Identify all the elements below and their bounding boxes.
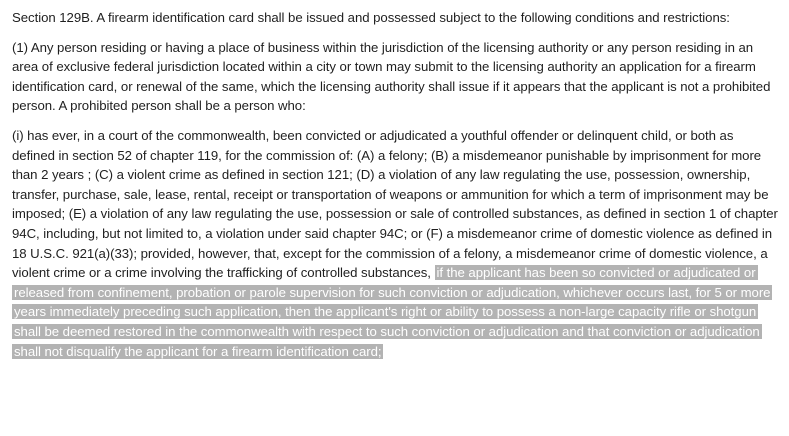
section-heading-paragraph: Section 129B. A firearm identification card shall be issued and possessed subject to the following conditions and restrictions: (12, 10, 730, 25)
paragraph-1: (1) Any person residing or having a place of business within the jurisdiction of the licensing authority or any person residing in an area of exclusive federal jurisdiction located within a city or town may submit to the licensing authority an application for a firearm identification card, or renewal of the same, which the licensing authority shall issue if it appears that the applicant is not a prohibited person. A prohibited person shall be a person who: (12, 39, 771, 114)
paragraph-i-text: (i) has ever, in a court of the commonwealth, been convicted or adjudicated a youthful offender or delinquent child, or both as defined in section 52 of chapter 119, for the commission of: (A) a felony; (B) a misdemeanor punishable by imprisonment for more than 2 years ; (C) a violent crime as defined in section 121; (D) a violation of any law regulating the use, possession, ownership, transfer, purchase, sale, lease, rental, receipt or transportation of weapons or ammunition for which a term of imprisonment may be imposed; (E) a violation of any law regulating the use, possession or sale of controlled substances, as defined in section 1 of chapter 94C, including, but not limited to, a violation under said chapter 94C; or (F) a misdemeanor crime of domestic violence as defined in 18 U.S.C. 921(a)(33); provided, however, that, except for the commission of a felony, a misdemeanor crime of domestic violence, a violent crime or a crime involving the trafficking of controlled substances, (12, 127, 778, 281)
paragraph-i (12, 126, 779, 361)
selected-text-highlight[interactable]: if the applicant has been so convicted or adjudicated or released from confinement, probation or parole supervision for such conviction or adjudication, whichever occurs last, for 5 or more years immediately preceding such application, then the applicant's right or ability to possess a non-large capacity rifle or shotgun shall be deemed restored in the commonwealth with respect to such conviction or adjudication and that conviction or adjudication shall not disqualify the applicant for a firearm identification card; (14, 265, 771, 359)
